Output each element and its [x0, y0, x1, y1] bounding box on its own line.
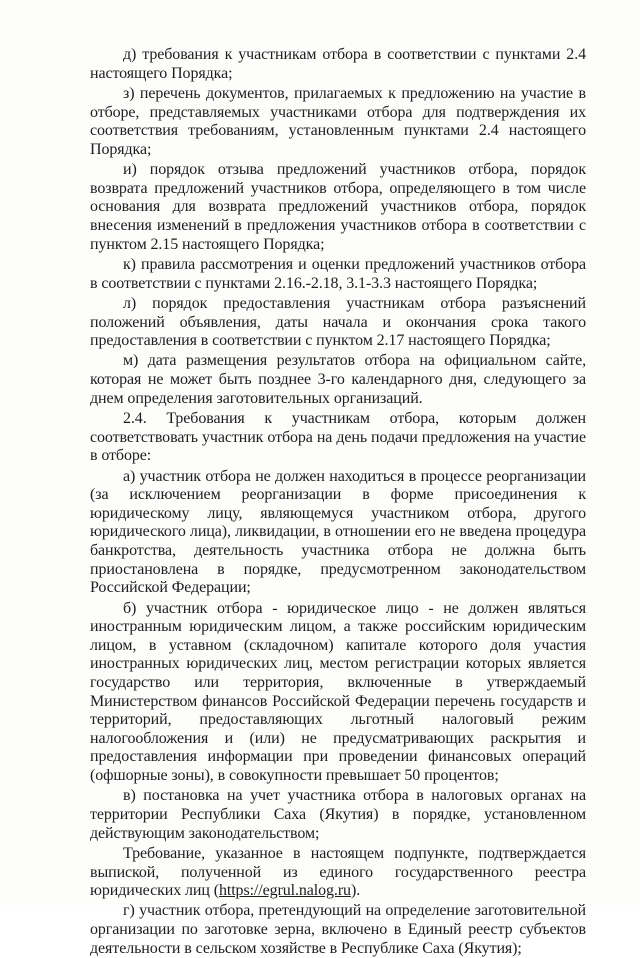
- requirement-text: Требование, указанное в настоящем подпункте, подтверждается выпиской, полученной из единого государственного реестра юридических лиц (: [90, 844, 586, 900]
- item-k: к) правила рассмотрения и оценки предложений участников отбора в соответствии с пунктами 2.16.-2.18, 3.1-3.3 настоящего Порядка;: [90, 255, 586, 292]
- item-z: з) перечень документов, прилагаемых к предложению на участие в отборе, представляемых участниками отбора для подтверждения их соответствия требованиям, установленным пунктами 2.4 настоящего Порядка;: [90, 84, 586, 158]
- section-2-4: 2.4. Требования к участникам отбора, которым должен соответствовать участник отбора на день подачи предложения на участие в отборе:: [90, 410, 586, 465]
- item-a: а) участник отбора не должен находиться в процессе реорганизации (за исключением реорганизации в форме присоединения к юридическому лицу, являющемуся участником отбора, другого юридического лица), ликвидации, в отношении его не введена процедура банкротства, деятельность участника отбора не должна быть приостановлена в порядке, предусмотренном законодательством Российской Федерации;: [90, 467, 586, 597]
- requirement-tail: ).: [350, 882, 361, 900]
- egrul-link[interactable]: https://egrul.nalog.ru: [218, 882, 351, 900]
- item-m: м) дата размещения результатов отбора на официальном сайте, которая не может быть позднее 3-го календарного дня, следующего за днем определения заготовительных организаций.: [90, 352, 586, 407]
- item-b: б) участник отбора - юридическое лицо - не должен являться иностранным юридическим лицом, а также российским юридическим лицом, в уставном (складочном) капитале которого доля участия иностранных юридических лиц, местом регистрации которых является государство или территория, включенные в утверждаемый Министерством финансов Российской Федерации перечень государств и территорий, предоставляющих льготный налоговый режим налогообложения и (или) не предусматривающих раскрытия и предоставления информации при проведении финансовых операций (офшорные зоны), в совокупности превышает 50 процентов;: [90, 599, 586, 784]
- item-l: л) порядок предоставления участникам отбора разъяснений положений объявления, даты начала и окончания срока такого предоставления в соответствии с пунктом 2.17 настоящего Порядка;: [90, 294, 586, 350]
- requirement-paragraph: [90, 845, 586, 901]
- item-g: г) участник отбора, претендующий на определение заготовительной организации по заготовке зерна, включено в Единый реестр субъектов деятельности в сельском хозяйстве в Республике Саха (Якутия);: [90, 902, 586, 957]
- item-d: д) требования к участникам отбора в соответствии с пунктами 2.4 настоящего Порядка;: [90, 46, 586, 82]
- item-v: в) постановка на учет участника отбора в налоговых органах на территории Республики Саха (Якутия) в порядке, установленном действующим законодательством;: [90, 787, 586, 842]
- item-i: и) порядок отзыва предложений участников отбора, порядок возврата предложений участников отбора, определяющего в том числе основания для возврата предложений участников отбора, порядок внесения изменений в предложения участников отбора в соответствии с пунктом 2.15 настоящего Порядка;: [90, 161, 586, 253]
